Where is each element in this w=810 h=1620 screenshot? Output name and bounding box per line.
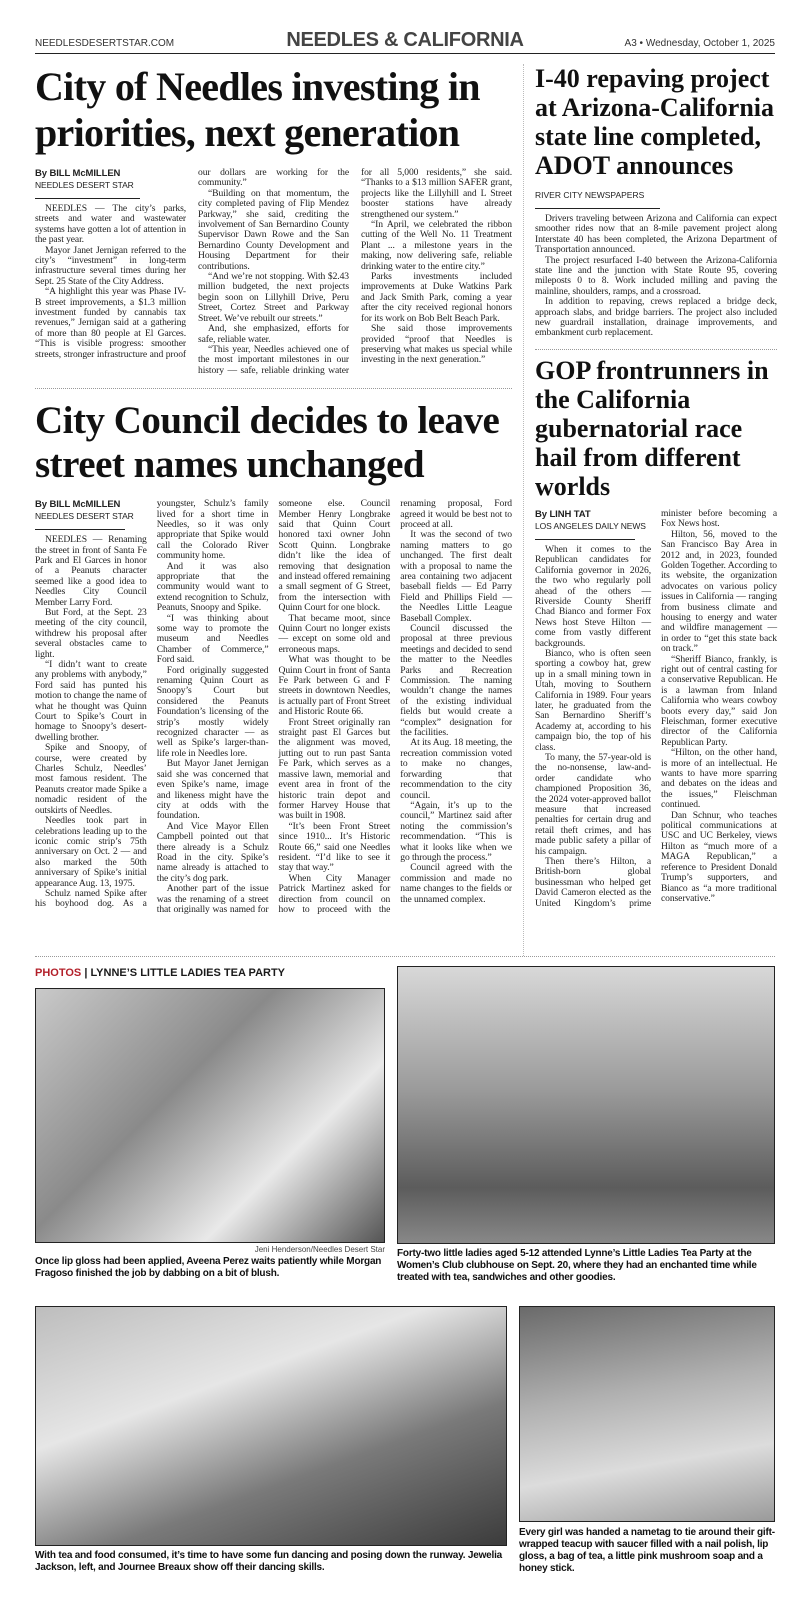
right-column: [535, 64, 777, 956]
byline: By BILL McMILLEN: [35, 168, 121, 179]
photo-section: [35, 956, 775, 1616]
article-paragraph: Dan Schnur, who teaches political communications at USC and UC Berkeley, views Hilton as “much more of a MAGA Republican,” a reference to President Donald Trump’s supporters, and Bianco as “a more traditional conservative.”: [661, 809, 777, 904]
story4-body: [535, 509, 777, 909]
section-title: NEEDLES & CALIFORNIA: [286, 29, 524, 51]
article-paragraph: Spike and Snoopy, of course, were created by Charles Schulz, Needles’ most famous resident. The Peanuts creator made Spike a nomadic resident of the outskirts of Needles.: [35, 742, 147, 816]
article-paragraph: That became moot, since Quinn Court no longer exists — except on some old and erroneous maps.: [278, 612, 391, 655]
article-paragraph: Then there’s Hilton, a British-born global businessman who helped get David Cameron elected as the United Kingdom’s prime minister before becoming a Fox News host.: [535, 507, 777, 909]
articles-area: [35, 64, 775, 956]
byline: By LINH TAT: [535, 508, 591, 520]
byline-rule: [35, 198, 140, 199]
article-paragraph: Hilton, 56, moved to the San Francisco Bay Area in 2012 and, in 2023, founded Golden Together. According to its website, the organization advocates on various policy issues in California — ranging from business climate and housing to energy and water and wildfire management — in order to “get this state back on track.”: [661, 528, 777, 655]
story4-headline[interactable]: GOP frontrunners in the California gubernatorial race hail from different worlds: [535, 355, 769, 501]
article-paragraph: But Ford, at the Sept. 23 meeting of the city council, withdrew his proposal after several obstacles came to light.: [35, 606, 147, 660]
photos-label: [35, 967, 285, 979]
article-paragraph: But Mayor Janet Jernigan said she was concerned that even Spike’s name, image and likeness might have the city at odds with the foundation.: [156, 758, 269, 822]
byline-source: LOS ANGELES DAILY NEWS: [535, 520, 646, 531]
photo-tea-party-room[interactable]: [397, 966, 775, 1244]
byline-source: NEEDLES DESERT STAR: [35, 180, 134, 190]
byline-rule: [35, 529, 125, 530]
story3-headline[interactable]: City Council decides to leave street names unchanged: [35, 399, 500, 487]
article-paragraph: Another part of the issue was the renaming of a street that originally was named for someone else. Council Member Henry Longbrake said that Quinn Court honored taxi owner John Scott Quinn. Longbrake didn’t like the idea of removing that designation and instead offered remaining a small segment of G Street, from the intersection with Quinn Court for one block.: [156, 498, 391, 915]
article-paragraph: Front Street originally ran straight past El Garces but the alignment was moved, jutting out to run past Santa Fe Park, which serves as a massive lawn, memorial and event area in front of the historic train depot and former Harvey House that was built in 1908.: [278, 716, 391, 822]
article-paragraph: What was thought to be Quinn Court in front of Santa Fe Park between G and F streets in downtown Needles, is actually part of Front Street and Historic Route 66.: [278, 654, 391, 718]
article-paragraph: “It’s been Front Street since 1910... It’s Historic Route 66,” said one Needles resident. “I’d like to see it stay that way.”: [278, 820, 391, 874]
photos-title: LYNNE’S LITTLE LADIES TEA PARTY: [90, 967, 286, 979]
article-paragraph: Ford originally suggested renaming Quinn Court as Snoopy’s Court but considered the Peanuts Foundation’s licensing of the strip’s mostly widely recognized character — as well as Spike’s larger-than-life role in Needles lore.: [156, 664, 269, 759]
article-paragraph: “A highlight this year was Phase IV-B street improvements, a $1.3 million investment funded by cannabis tax revenues,” Jernigan said at a gathering of more than 80 people at El Garces. “This is visible progress: smoother streets, stronger infrastructure and proof our dollars are working for the community.”: [35, 167, 349, 360]
story3-body: [35, 499, 512, 915]
article-paragraph: The project resurfaced I-40 between the Arizona-California state line and the junction with State Route 95, covering mileposts 0 to 8. Work included milling and paving the mainline, shoulders, ramps, and a crossroad.: [535, 254, 777, 297]
byline-rule: [535, 539, 635, 540]
article-paragraph: And Vice Mayor Ellen Campbell pointed out that there already is a Schulz Road in the city. Spike’s name already is attached to the city’s dog park.: [156, 820, 269, 884]
site-url[interactable]: NEEDLESDESERTSTAR.COM: [35, 38, 175, 49]
story1-body: [35, 168, 512, 376]
byline: By BILL McMILLEN: [35, 499, 121, 511]
header-rule: [35, 53, 775, 54]
story4-byline-block: [535, 509, 651, 540]
story2: [535, 190, 777, 339]
story1-byline-block: [35, 168, 186, 199]
article-paragraph: Council agreed with the commission and made no name changes to the fields or the unnamed complex.: [400, 862, 512, 905]
article-paragraph: “Building on that momentum, the city completed paving of Flip Mendez Parkway,” she said, crediting the involvement of San Bernardino County Supervisor Dawn Rowe and the San Bernardino County Development and Housing Department for their contributions.: [198, 187, 349, 272]
article-paragraph: In addition to repaving, crews replaced a bridge deck, approach slabs, and bridge barriers. The project also included new guardrail installation, drainage improvements, and embankment curb replacement.: [535, 296, 777, 339]
byline-source: RIVER CITY NEWSPAPERS: [535, 190, 645, 200]
photos-separator: |: [81, 967, 91, 979]
photo-caption: Forty-two little ladies aged 5-12 attended Lynne’s Little Ladies Tea Party at the Women’s Club clubhouse on Sept. 20, where they had an enchanted time while treated with tea, sandwiches and other goodies.: [397, 1248, 757, 1283]
article-paragraph: NEEDLES — Renaming the street in front of Santa Fe Park and El Garces in honor of a Peanuts character seemed like a good idea to Needles City Council Member Larry Ford.: [35, 534, 147, 608]
article-paragraph: “I was thinking about some way to promote the museum and Needles Chamber of Commerce,” Ford said.: [156, 612, 269, 666]
photo-teacups[interactable]: [519, 1306, 775, 1522]
article-paragraph: And, she emphasized, efforts for safe, reliable water.: [198, 323, 349, 345]
article-paragraph: To many, the 57-year-old is the no-nonsense, law-and-order candidate who championed Proposition 36, the 2024 voter-approved ballot measure that increased penalties for certain drug and retail theft crimes, and has made public safety a pillar of his campaign.: [535, 752, 651, 857]
left-column: [35, 64, 512, 956]
article-paragraph: Drivers traveling between Arizona and California can expect smoother rides now that an 8-mile pavement project along Interstate 40 has been completed, the Arizona Department of Transportation announced.: [535, 213, 777, 256]
article-paragraph: When it comes to the Republican candidates for California governor in 2026, the two who regularly poll ahead of the others — Riverside County Sheriff Chad Bianco and former Fox News host Steve Hilton — come from vastly different backgrounds.: [535, 543, 651, 649]
article-paragraph: “Hilton, on the other hand, is more of an intellectual. He wants to have more sparring and debates on the ideas and the issues,” Fleischman continued.: [661, 747, 777, 811]
section-divider: [35, 956, 775, 957]
photo-makeup[interactable]: [35, 988, 385, 1243]
photos-kicker: PHOTOS: [35, 967, 82, 979]
article-paragraph: Bianco, who is often seen sporting a cowboy hat, grew up in a small mining town in Utah, moving to Southern California in 1989. Four years later, he graduated from the San Bernardino Sheriff’s Academy at, according to his campaign bio, the top of his class.: [535, 647, 651, 753]
byline-rule: [535, 208, 660, 209]
photo-caption: Once lip gloss had been applied, Aveena Perez waits patiently while Morgan Fragoso finished the job by dabbing on a bit of blush.: [35, 1256, 382, 1279]
article-paragraph: “This year, Needles achieved one of the most important milestones in our history — safe, reliable drinking water for all 5,000 residents,” she said. “Thanks to a $13 million SAFER grant, projects like the Lillyhill and L Street booster stations have already strengthened our system.”: [198, 167, 512, 376]
photo-credit: Jeni Henderson/Needles Desert Star: [254, 1245, 385, 1254]
article-paragraph: Mayor Janet Jernigan referred to the city’s “investment” in long-term infrastructure several times during her Sept. 25 State of the City Address.: [35, 244, 186, 287]
section-divider: [35, 388, 512, 389]
article-paragraph: At its Aug. 18 meeting, the recreation commission voted to make no changes, forwarding that recommendation to the city council.: [400, 737, 512, 801]
photo-caption: Every girl was handed a nametag to tie around their gift-wrapped teacup with saucer filled with a nail polish, lip gloss, a bag of tea, a little pink mushroom soap and a honey stick.: [519, 1527, 775, 1574]
article-paragraph: “And we’re not stopping. With $2.43 million budgeted, the next projects begin soon on Lillyhill Drive, Peru Street, Cortez Street and Parkway Street. We’ve rebuilt our streets.”: [198, 271, 349, 324]
story2-body: [535, 214, 777, 339]
article-paragraph: When City Manager Patrick Martinez asked for direction from council on how to proceed with the renaming proposal, Ford agreed it would be best not to proceed at all.: [278, 498, 512, 915]
article-paragraph: NEEDLES — The city’s parks, streets and water and wastewater systems have gotten a lot of attention in the past year.: [35, 203, 186, 246]
story2-headline[interactable]: I-40 repaving project at Arizona-California state line completed, ADOT announces: [535, 64, 775, 180]
article-paragraph: It was the second of two naming matters to go unchanged. The first dealt with a proposal to name the area containing two adjacent baseball fields — Ed Parry Field and Phillips Field — the Needles Little League Baseball Complex.: [400, 529, 512, 624]
story1-headline[interactable]: City of Needles investing in priorities, next generation: [35, 64, 480, 155]
article-paragraph: Needles took part in celebrations leading up to the iconic comic strip’s 75th anniversary on Oct. 2 — and also marked the 50th anniversary of Spike’s initial appearance Aug. 13, 1975.: [35, 815, 147, 889]
page-date: A3 • Wednesday, October 1, 2025: [624, 38, 775, 49]
masthead: [35, 0, 775, 56]
article-paragraph: Schulz named Spike after his boyhood dog. As a youngster, Schulz’s family lived for a short time in Needles, so it was only appropriate that Spike would call the Colorado River community home.: [35, 498, 269, 910]
article-paragraph: Parks investments included improvements at Duke Watkins Park and Jack Smith Park, coming a year after the city received regional honors for its work on Bob Belt Beach Park.: [361, 271, 512, 324]
photo-dancing[interactable]: [35, 1306, 507, 1546]
article-paragraph: She said those improvements provided “proof that Needles is preserving what makes us special while investing in the next generation.”: [361, 323, 512, 366]
story3-byline-block: [35, 499, 147, 530]
article-paragraph: “I didn’t want to create any problems with anybody,” Ford said has punted his motion to change the name of what he thought was Quinn Court to Spike’s Court in homage to Snoopy’s desert-dwelling brother.: [35, 659, 147, 743]
photo-caption: With tea and food consumed, it’s time to have some fun dancing and posing down the runway. Jewelia Jackson, left, and Journee Breaux show off their dancing skills.: [35, 1550, 503, 1573]
section-divider: [535, 349, 777, 350]
article-paragraph: Council discussed the proposal at three previous meetings and decided to send the matter to the Needles Parks and Recreation Commission. The naming wouldn’t change the names of the existing individual fields but would create a “complex” designation for the facilities.: [400, 623, 512, 739]
article-paragraph: “In April, we celebrated the ribbon cutting of the Well No. 11 Treatment Plant ... a milestone years in the making, now delivering safe, reliable drinking water to the entire city.”: [361, 219, 512, 272]
article-paragraph: “Sheriff Bianco, frankly, is right out of central casting for a conservative Republican. He is a lawman from Inland California who wears cowboy boots every day,” said Jon Fleischman, former executive director of the California Republican Party.: [661, 653, 777, 748]
article-paragraph: “Again, it’s up to the council,” Martinez said after noting the commission’s recommendation. “This is what it looks like when we go through the process.”: [400, 799, 512, 863]
article-paragraph: And it was also appropriate that the community would want to extend recognition to Schulz, Peanuts, Snoopy and Spike.: [156, 560, 269, 614]
byline-source: NEEDLES DESERT STAR: [35, 511, 134, 522]
column-divider: [523, 64, 524, 956]
